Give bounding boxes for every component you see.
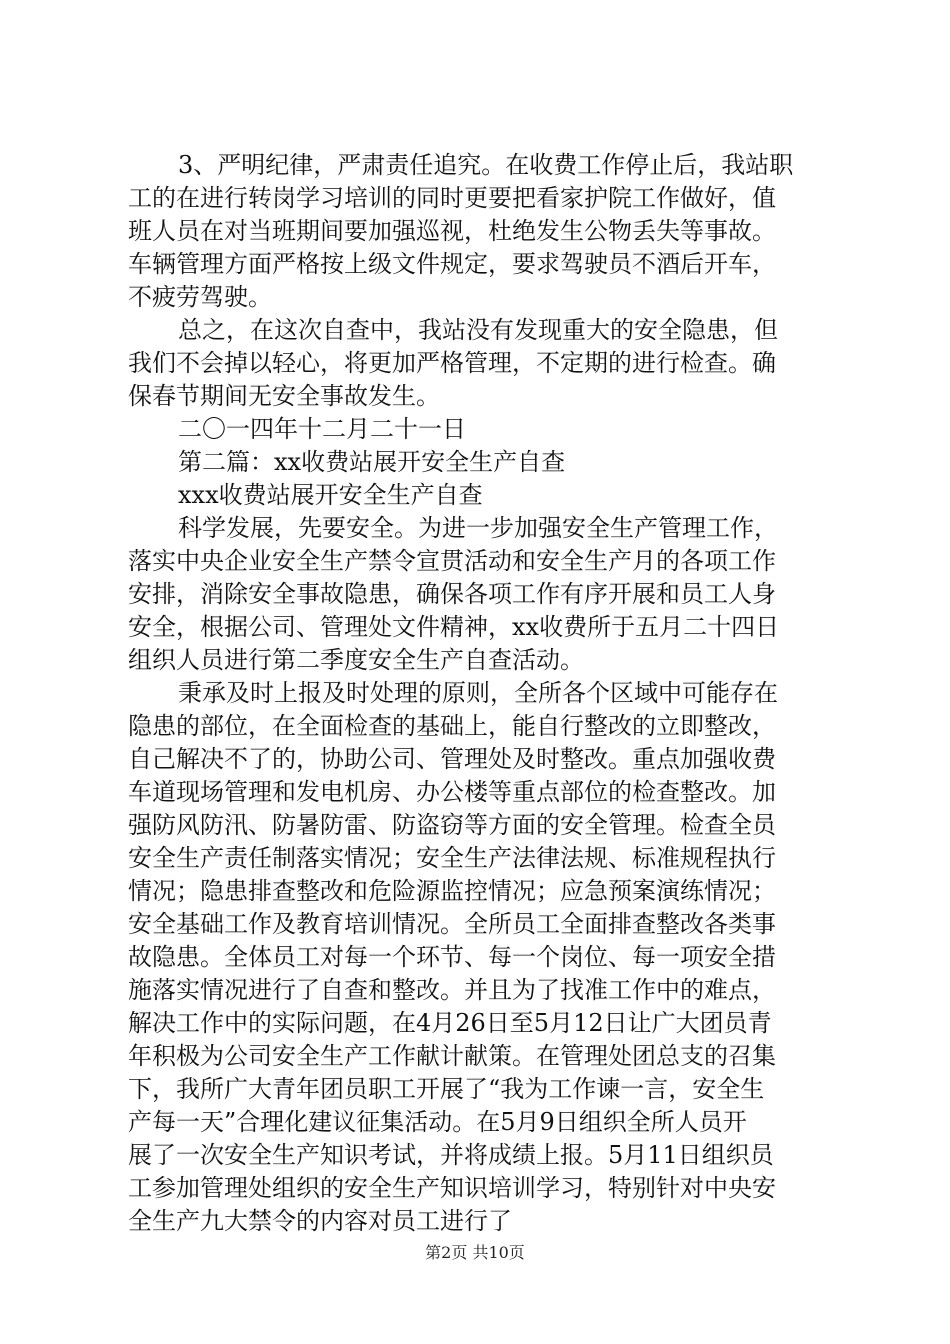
text-line: 组织人员进行第二季度安全生产自查活动。 [128, 646, 584, 674]
text-line: 安全生产责任制落实情况；安全生产法律法规、标准规程执行 [128, 844, 776, 872]
text-line: 科学发展，先要安全。为进一步加强安全生产管理工作， [178, 514, 778, 542]
document-body [128, 149, 828, 1238]
text-line: xxx收费站展开安全生产自查 [178, 481, 483, 509]
text-line: 自己解决不了的，协助公司、管理处及时整改。重点加强收费 [128, 745, 776, 773]
text-line: 落实中央企业安全生产禁令宣贯活动和安全生产月的各项工作 [128, 547, 776, 575]
text-line: 年积极为公司安全生产工作献计献策。在管理处团总支的召集 [128, 1042, 776, 1070]
text-line: 产每一天”合理化建议征集活动。在5月9日组织全所人员开 [128, 1108, 747, 1136]
text-line: 班人员在对当班期间要加强巡视，杜绝发生公物丢失等事故。 [128, 217, 776, 245]
text-line: 隐患的部位，在全面检查的基础上，能自行整改的立即整改， [128, 712, 776, 740]
text-line: 车道现场管理和发电机房、办公楼等重点部位的检查整改。加 [128, 778, 776, 806]
page-footer: 第2页 共10页 [425, 1243, 525, 1262]
text-line: 强防风防汛、防暑防雷、防盗窃等方面的安全管理。检查全员 [128, 811, 776, 839]
text-line: 下，我所广大青年团员职工开展了“我为工作谏一言，安全生 [128, 1075, 765, 1103]
text-line: 二〇一四年十二月二十一日 [178, 415, 466, 443]
text-line: 安排，消除安全事故隐患，确保各项工作有序开展和员工人身 [128, 580, 776, 608]
text-line: 我们不会掉以轻心，将更加严格管理，不定期的进行检查。确 [128, 349, 776, 377]
text-line: 安全，根据公司、管理处文件精神，xx收费所于五月二十四日 [128, 613, 780, 641]
text-line: 安全基础工作及教育培训情况。全所员工全面排查整改各类事 [128, 910, 776, 938]
text-line: 不疲劳驾驶。 [128, 283, 272, 311]
text-line: 工参加管理处组织的安全生产知识培训学习，特别针对中央安 [128, 1174, 776, 1202]
text-line: 第二篇：xx收费站展开安全生产自查 [178, 448, 566, 476]
text-line: 3、严明纪律，严肃责任追究。在收费工作停止后，我站职 [178, 151, 794, 179]
text-line: 展了一次安全生产知识考试，并将成绩上报。5月11日组织员 [128, 1141, 774, 1169]
text-line: 总之，在这次自查中，我站没有发现重大的安全隐患，但 [178, 316, 778, 344]
text-line: 保春节期间无安全事故发生。 [128, 382, 440, 410]
text-line: 秉承及时上报及时处理的原则，全所各个区域中可能存在 [178, 679, 778, 707]
text-line: 故隐患。全体员工对每一个环节、每一个岗位、每一项安全措 [128, 943, 776, 971]
text-line: 情况；隐患排查整改和危险源监控情况；应急预案演练情况； [128, 877, 776, 905]
text-line: 解决工作中的实际问题，在4月26日至5月12日让广大团员青 [128, 1009, 772, 1037]
text-line: 全生产九大禁令的内容对员工进行了 [128, 1207, 512, 1235]
text-line: 工的在进行转岗学习培训的同时更要把看家护院工作做好，值 [128, 184, 776, 212]
text-line: 车辆管理方面严格按上级文件规定，要求驾驶员不酒后开车， [128, 250, 776, 278]
text-line: 施落实情况进行了自查和整改。并且为了找准工作中的难点， [128, 976, 776, 1004]
